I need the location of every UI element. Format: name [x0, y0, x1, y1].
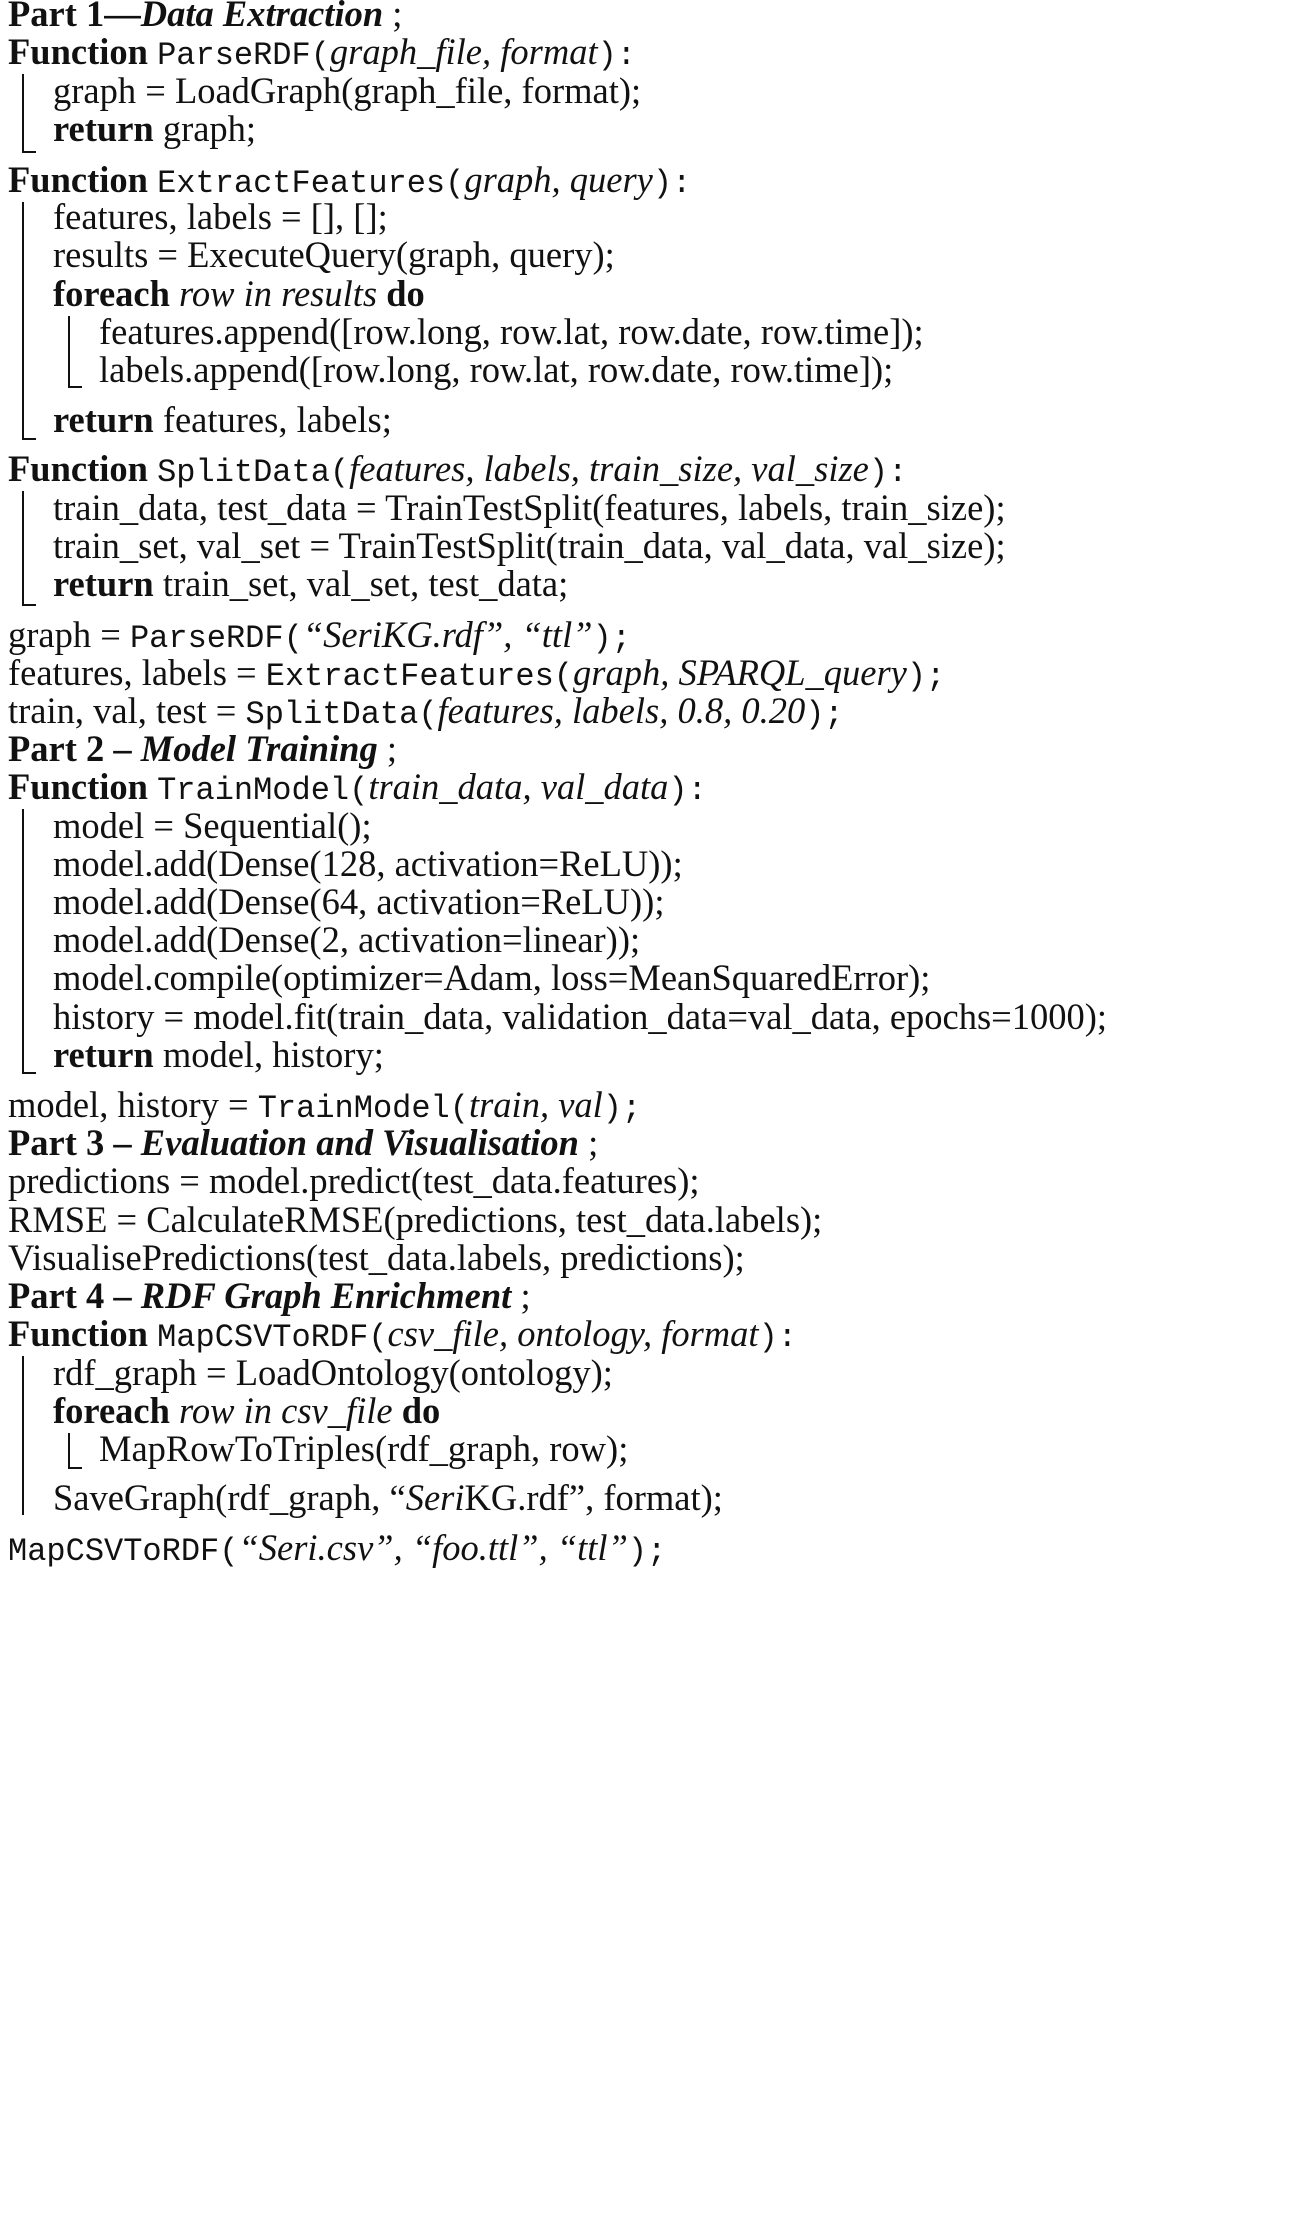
code-token: ExtractFeatures( [157, 165, 465, 202]
code-token: graph, query [464, 159, 653, 200]
code-token: SplitData( [245, 696, 438, 733]
code-token: RDF Graph Enrichment [140, 1275, 512, 1316]
code-token: row in results [179, 273, 378, 314]
code-token: graph = LoadGraph(graph_file, format); [53, 70, 642, 111]
code-token: train_data, val_data [368, 766, 669, 807]
code-token [393, 1390, 402, 1431]
code-token: Function [8, 31, 158, 72]
block-rule-end [22, 1072, 36, 1074]
block-rule [22, 74, 24, 151]
block-rule-end [22, 604, 36, 606]
code-token: train_data, test_data = TrainTestSplit(features, labels, train_size); [53, 487, 1006, 528]
block-rule [22, 202, 24, 438]
code-token: ): [868, 454, 908, 491]
code-token: foreach [53, 1390, 170, 1431]
algorithm-line [99, 348, 893, 392]
block-rule [22, 1356, 24, 1515]
code-token: ): [597, 37, 636, 74]
code-token: features.append([row.long, row.lat, row.date, row.time]); [99, 311, 924, 352]
code-token: Data Extraction [140, 0, 384, 34]
code-token: ); [906, 658, 946, 695]
algorithm-line [53, 1476, 723, 1520]
code-token: return [53, 563, 154, 604]
block-rule-end [22, 438, 36, 440]
code-token: RMSE = CalculateRMSE(predictions, test_data.labels); [8, 1199, 823, 1240]
code-token: train, val [468, 1084, 603, 1125]
code-token: ): [652, 165, 692, 202]
code-token: ): [668, 772, 707, 809]
code-token: return [53, 108, 154, 149]
code-token: ; [578, 1122, 599, 1163]
code-token: history = model.fit(train_data, validation_data=val_data, epochs=1000); [53, 996, 1108, 1037]
code-token: Function [8, 448, 158, 489]
code-token: ); [592, 620, 631, 657]
code-token: model.add(Dense(128, activation=ReLU)); [53, 843, 683, 884]
code-token [170, 1390, 179, 1431]
code-token: Function [8, 766, 158, 807]
code-token: ); [805, 696, 844, 733]
algorithm-line [53, 956, 930, 1000]
code-token: MapRowToTriples(rdf_graph, row); [99, 1428, 629, 1469]
code-token: labels.append([row.long, row.lat, row.date, row.time]); [99, 349, 894, 390]
code-token: train, val, test = [8, 690, 246, 731]
code-token: ExtractFeatures( [265, 658, 573, 695]
block-rule [22, 809, 24, 1072]
algorithm-line [8, 1159, 700, 1203]
algorithm-line [8, 1312, 797, 1356]
code-token: model.compile(optimizer=Adam, loss=MeanSquaredError); [53, 957, 931, 998]
code-token [377, 273, 386, 314]
algorithm-line [53, 1033, 384, 1077]
code-token: Function [8, 159, 158, 200]
code-token: Part 4 – [8, 1275, 141, 1316]
code-token: results = ExecuteQuery(graph, query); [53, 234, 615, 275]
code-token: ; [383, 0, 403, 34]
code-token: Part 3 – [8, 1122, 141, 1163]
algorithm-line [53, 107, 256, 151]
code-token: graph = [8, 614, 130, 655]
block-rule-end [22, 151, 36, 153]
code-token: ); [627, 1533, 667, 1570]
block-rule-end [68, 386, 82, 388]
code-token: graph; [153, 108, 257, 149]
algorithm-line [53, 562, 568, 606]
code-token: graph_file, format [329, 31, 598, 72]
code-token: model, history = [8, 1084, 258, 1125]
block-rule [68, 1433, 70, 1467]
code-token: do [401, 1390, 441, 1431]
code-token: MapCSVToRDF( [157, 1319, 388, 1356]
code-token: VisualisePredictions(test_data.labels, predictions); [8, 1237, 745, 1278]
code-token [170, 273, 179, 314]
code-token: csv_file, ontology, format [387, 1313, 759, 1354]
code-token: Seri [405, 1477, 465, 1518]
code-token: return [53, 399, 154, 440]
algorithm-line [8, 30, 636, 74]
code-token: “SeriKG.rdf”, “ttl” [302, 614, 593, 655]
code-token: Part 1— [8, 0, 141, 34]
code-token: train_set, val_set, test_data; [153, 563, 569, 604]
code-token: MapCSVToRDF( [8, 1533, 239, 1570]
code-token: “Seri.csv”, “foo.ttl”, “ttl” [238, 1527, 628, 1568]
algorithm-line [53, 398, 392, 442]
code-token: ParseRDF( [129, 620, 303, 657]
code-token: features, labels; [153, 399, 392, 440]
code-token: features, labels = [], []; [53, 196, 388, 237]
code-token: ): [758, 1319, 797, 1356]
code-token: graph, SPARQL_query [572, 652, 907, 693]
algorithm-line [99, 1427, 628, 1471]
algorithm-line [8, 1526, 666, 1570]
algorithm-line [8, 447, 907, 491]
code-token: predictions = model.predict(test_data.features); [8, 1160, 700, 1201]
code-token: ; [377, 728, 398, 769]
code-token: return [53, 1034, 154, 1075]
code-token: ParseRDF( [157, 37, 330, 74]
algorithm-line [53, 233, 615, 277]
code-token: TrainModel( [257, 1090, 469, 1127]
code-token: do [386, 273, 425, 314]
code-token: train_set, val_set = TrainTestSplit(train_data, val_data, val_size); [53, 525, 1006, 566]
code-token: SplitData( [157, 454, 350, 491]
block-rule [22, 491, 24, 604]
code-token: model.add(Dense(64, activation=ReLU)); [53, 881, 665, 922]
code-token: Evaluation and Visualisation [140, 1122, 579, 1163]
code-token: TrainModel( [157, 772, 369, 809]
code-token: row in csv_file [179, 1390, 393, 1431]
code-token: features, labels, train_size, val_size [349, 448, 869, 489]
code-token: SaveGraph(rdf_graph, “ [53, 1477, 406, 1518]
code-token: model = Sequential(); [53, 805, 372, 846]
code-token: Function [8, 1313, 158, 1354]
code-token: KG.rdf”, format); [464, 1477, 723, 1518]
block-rule [68, 316, 70, 386]
code-token: features, labels = [8, 652, 266, 693]
code-token: foreach [53, 273, 170, 314]
code-token: Part 2 – [8, 728, 141, 769]
code-token: features, labels, 0.8, 0.20 [437, 690, 806, 731]
algorithm-line [8, 765, 707, 809]
code-token: rdf_graph = LoadOntology(ontology); [53, 1352, 613, 1393]
code-token: model.add(Dense(2, activation=linear)); [53, 919, 641, 960]
code-token: ); [602, 1090, 642, 1127]
code-token: model, history; [153, 1034, 384, 1075]
code-token: ; [511, 1275, 531, 1316]
code-token: Model Training [140, 728, 378, 769]
block-rule-end [68, 1467, 82, 1469]
